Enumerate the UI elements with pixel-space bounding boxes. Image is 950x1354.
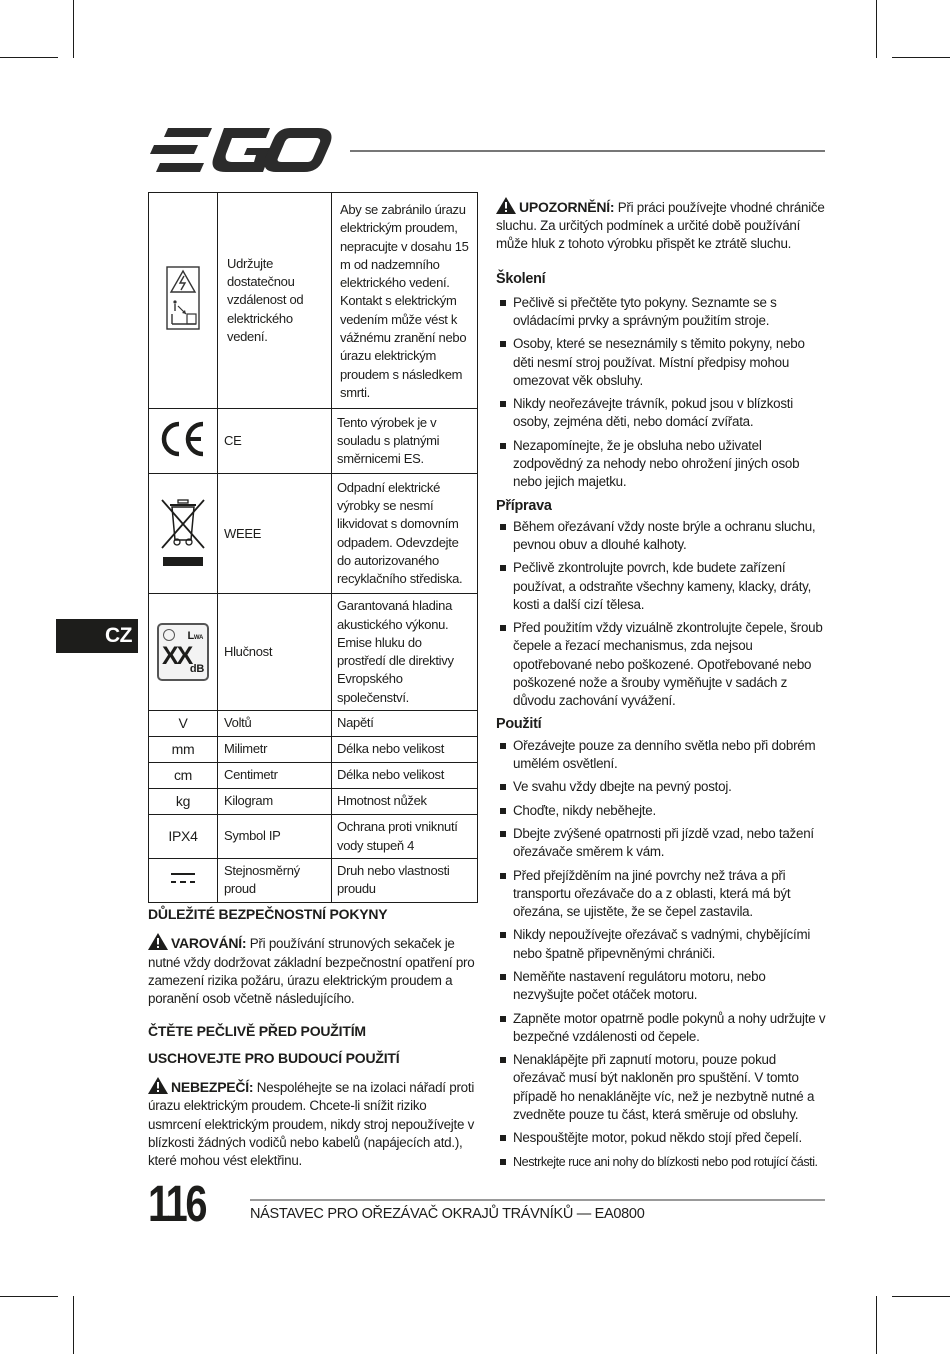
- symbols-table: [148, 192, 478, 903]
- keep-heading: USCHOVEJTE PRO BUDOUCÍ POUŽITÍ: [148, 1049, 400, 1066]
- list-item: Před použitím vždy vizuálně zkontrolujte čepele, šroub čepele a řezací mechanismus, zda nejsou opotřebované nebo poškozené. Opotřebované nebo poškozené nože a šrouby vyměňujte v sadách z důvodu zachování vyvážení.: [496, 619, 828, 710]
- crop-mark: [892, 57, 950, 58]
- list-item: Nikdy nepoužívejte ořezávač s vadnými, chybějícími nebo špatně připevněnými chrániči.: [496, 926, 828, 962]
- left-column: [148, 905, 478, 1171]
- noise-icon-label-top: [163, 629, 175, 641]
- ego-logo: [150, 128, 332, 172]
- table-row: [149, 789, 478, 815]
- section-title: Příprava: [496, 497, 552, 514]
- warning-icon: [148, 1077, 168, 1094]
- crop-mark: [876, 1296, 877, 1354]
- symbol-description: Délka nebo velikost: [332, 737, 478, 763]
- crop-mark: [73, 0, 74, 58]
- direct-current-icon: [170, 871, 196, 885]
- list-item: Nespouštějte motor, pokud někdo stojí před čepelí.: [496, 1129, 828, 1147]
- crop-mark: [892, 1296, 950, 1297]
- symbol-description: Hmotnost nůžek: [332, 789, 478, 815]
- noise-icon-value: XX: [162, 642, 192, 671]
- list-item: Choďte, nikdy neběhejte.: [496, 802, 828, 820]
- list-item: Ořezávejte pouze za denního světla nebo při dobrém umělém osvětlení.: [496, 737, 828, 773]
- symbol-description: Aby se zabránilo úrazu elektrickým proudem, nepracujte v dosahu 15 m od nadzemního elektrického vedení. Kontakt s elektrickým vedením může vést k vážnému zranění nebo úrazu elektrickým proudem s následkem smrti.: [332, 193, 478, 409]
- symbol-name: Hlučnost: [218, 594, 332, 711]
- power-line-distance-icon: [166, 266, 200, 330]
- symbol-description: Tento výrobek je v souladu s platnými směrnicemi ES.: [332, 409, 478, 474]
- list-item: Během ořezávaní vždy noste brýle a ochranu sluchu, pevnou obuv a dlouhé kalhoty.: [496, 518, 828, 554]
- symbol-description: Délka nebo velikost: [332, 763, 478, 789]
- bullet-list: [496, 518, 828, 710]
- crop-mark: [73, 1296, 74, 1354]
- footer-rule: [250, 1199, 825, 1201]
- weee-bin-icon: [156, 494, 210, 570]
- table-row: [149, 474, 478, 594]
- page-number: 116: [148, 1175, 206, 1232]
- list-item: Ve svahu vždy dbejte na pevný postoj.: [496, 778, 828, 796]
- symbol-text: mm: [149, 737, 218, 763]
- symbol-description: Garantovaná hladina akustického výkonu. Emise hluku do prostředí dle direktivy Evropského společenství.: [332, 594, 478, 711]
- list-item: Pečlivě zkontrolujte povrch, kde budete zařízení používat, a odstraňte všechny kameny, klacky, dráty, kosti a další cizí tělesa.: [496, 559, 828, 614]
- noise-icon-unit: dB: [189, 663, 204, 676]
- table-row: [149, 737, 478, 763]
- symbol-description: Odpadní elektrické výrobky se nesmí likvidovat s domovním odpadem. Odevzdejte do autorizovaného recyklačního střediska.: [332, 474, 478, 594]
- bullet-list: [496, 294, 828, 492]
- noise-icon-lwa: LWA: [187, 630, 203, 643]
- table-row: [149, 594, 478, 711]
- symbol-name: CE: [218, 409, 332, 474]
- symbol-cell: [149, 594, 218, 711]
- caution-text: Při práci používejte vhodné chrániče sluchu. Za určitých podmínek a určité době používání může hluk z tohoto výrobku přispět ke ztrátě sluchu.: [496, 200, 825, 252]
- symbol-cell: [149, 474, 218, 594]
- table-row: [149, 859, 478, 903]
- crop-mark: [0, 1296, 58, 1297]
- list-item: Neměňte nastavení regulátoru motoru, nebo nezvyšujte počet otáček motoru.: [496, 968, 828, 1004]
- header-rule: [350, 150, 825, 152]
- language-tab: CZ: [56, 619, 138, 653]
- symbol-cell: [149, 859, 218, 903]
- symbol-description: Ochrana proti vniknutí vody stupeň 4: [332, 815, 478, 859]
- danger-paragraph: [148, 1077, 478, 1170]
- danger-label: NEBEZPEČÍ:: [171, 1079, 254, 1096]
- symbol-name: Stejnosměrný proud: [218, 859, 332, 903]
- danger-text: Nespoléhejte se na izolaci nářadí proti úrazu elektrickým proudem. Chcete-li snížit riziko usmrcení elektrickým proudem, nikdy stroj nepoužívejte v blízkosti žádných vodičů nebo kabelů (napájecích atd.), které mohou vést elektřinu.: [148, 1080, 475, 1169]
- warning-text: Při používání strunových sekaček je nutné vždy dodržovat základní bezpečnostní opatření pro zamezení rizika požáru, úrazu elektrickým proudem a poranění osob včetně následujícího.: [148, 936, 475, 1007]
- symbol-description: Napětí: [332, 711, 478, 737]
- symbol-cell: [149, 193, 218, 409]
- symbol-name: Symbol IP: [218, 815, 332, 859]
- section-title: Použití: [496, 716, 542, 733]
- symbol-name: WEEE: [218, 474, 332, 594]
- list-item: Nenaklápějte při zapnutí motoru, pouze pokud ořezávač musí být nakloněn pro spuštění. V tomto případě ho nenaklánějte víc, než je nezbytně nutné a zvedněte pouze tu část, která směruje od obsluhy.: [496, 1051, 828, 1124]
- warning-paragraph: [148, 933, 478, 1008]
- crop-mark: [0, 57, 58, 58]
- symbol-name: Voltů: [218, 711, 332, 737]
- warning-label: VAROVÁNÍ:: [171, 935, 247, 952]
- list-item: Pečlivě si přečtěte tyto pokyny. Seznamte se s ovládacími prvky a správným použitím stroje.: [496, 294, 828, 330]
- symbol-name: Udržujte dostatečnou vzdálenost od elektrického vedení.: [218, 193, 332, 409]
- table-row: [149, 815, 478, 859]
- symbol-name: Milimetr: [218, 737, 332, 763]
- section-heading: DŮLEŽITÉ BEZPEČNOSTNÍ POKYNY: [148, 906, 388, 922]
- symbol-cell: [149, 409, 218, 474]
- read-heading: ČTĚTE PEČLIVĚ PŘED POUŽITÍM: [148, 1023, 366, 1040]
- crop-mark: [876, 0, 877, 58]
- symbol-text: kg: [149, 789, 218, 815]
- warning-icon: [496, 197, 516, 214]
- noise-level-icon: [157, 623, 209, 681]
- section-title: Školení: [496, 270, 546, 287]
- list-item: Nestrkejte ruce ani nohy do blízkosti nebo pod rotující části.: [496, 1153, 828, 1171]
- caution-paragraph: [496, 197, 828, 254]
- list-item: Zapněte motor opatrně podle pokynů a nohy udržujte v bezpečné vzdálenosti od čepele.: [496, 1010, 828, 1046]
- symbol-text: cm: [149, 763, 218, 789]
- list-item: Dbejte zvýšené opatrnosti při jízdě vzad, nebo tažení ořezávače směrem k vám.: [496, 825, 828, 861]
- warning-icon: [148, 933, 168, 950]
- right-column: [496, 197, 828, 1176]
- symbol-name: Kilogram: [218, 789, 332, 815]
- symbol-text: IPX4: [149, 815, 218, 859]
- footer-title: NÁSTAVEC PRO OŘEZÁVAČ OKRAJŮ TRÁVNÍKŮ — EA0800: [250, 1206, 645, 1222]
- bullet-list: [496, 737, 828, 1171]
- table-row: [149, 711, 478, 737]
- caution-label: UPOZORNĚNÍ:: [519, 199, 615, 215]
- table-row: [149, 763, 478, 789]
- symbol-name: Centimetr: [218, 763, 332, 789]
- symbol-text: V: [149, 711, 218, 737]
- list-item: Před přejížděním na jiné povrchy než tráva a při transportu ořezávače do a z oblasti, která má být ořezána, se ujistěte, že se čepel zastavila.: [496, 867, 828, 922]
- list-item: Osoby, které se neseznámily s těmito pokyny, nebo děti nesmí stroj používat. Místní předpisy mohou omezovat věk obsluhy.: [496, 335, 828, 390]
- list-item: Nikdy neořezávejte trávník, pokud jsou v blízkosti osoby, zejména děti, nebo domácí zvířata.: [496, 395, 828, 431]
- table-row: [149, 409, 478, 474]
- symbol-description: Druh nebo vlastnosti proudu: [332, 859, 478, 903]
- list-item: Nezapomínejte, že je obsluha nebo uživatel zodpovědný za nehody nebo ohrožení jiných osob nebo jejich majetku.: [496, 437, 828, 492]
- ce-mark-icon: [157, 420, 209, 458]
- table-row: [149, 193, 478, 409]
